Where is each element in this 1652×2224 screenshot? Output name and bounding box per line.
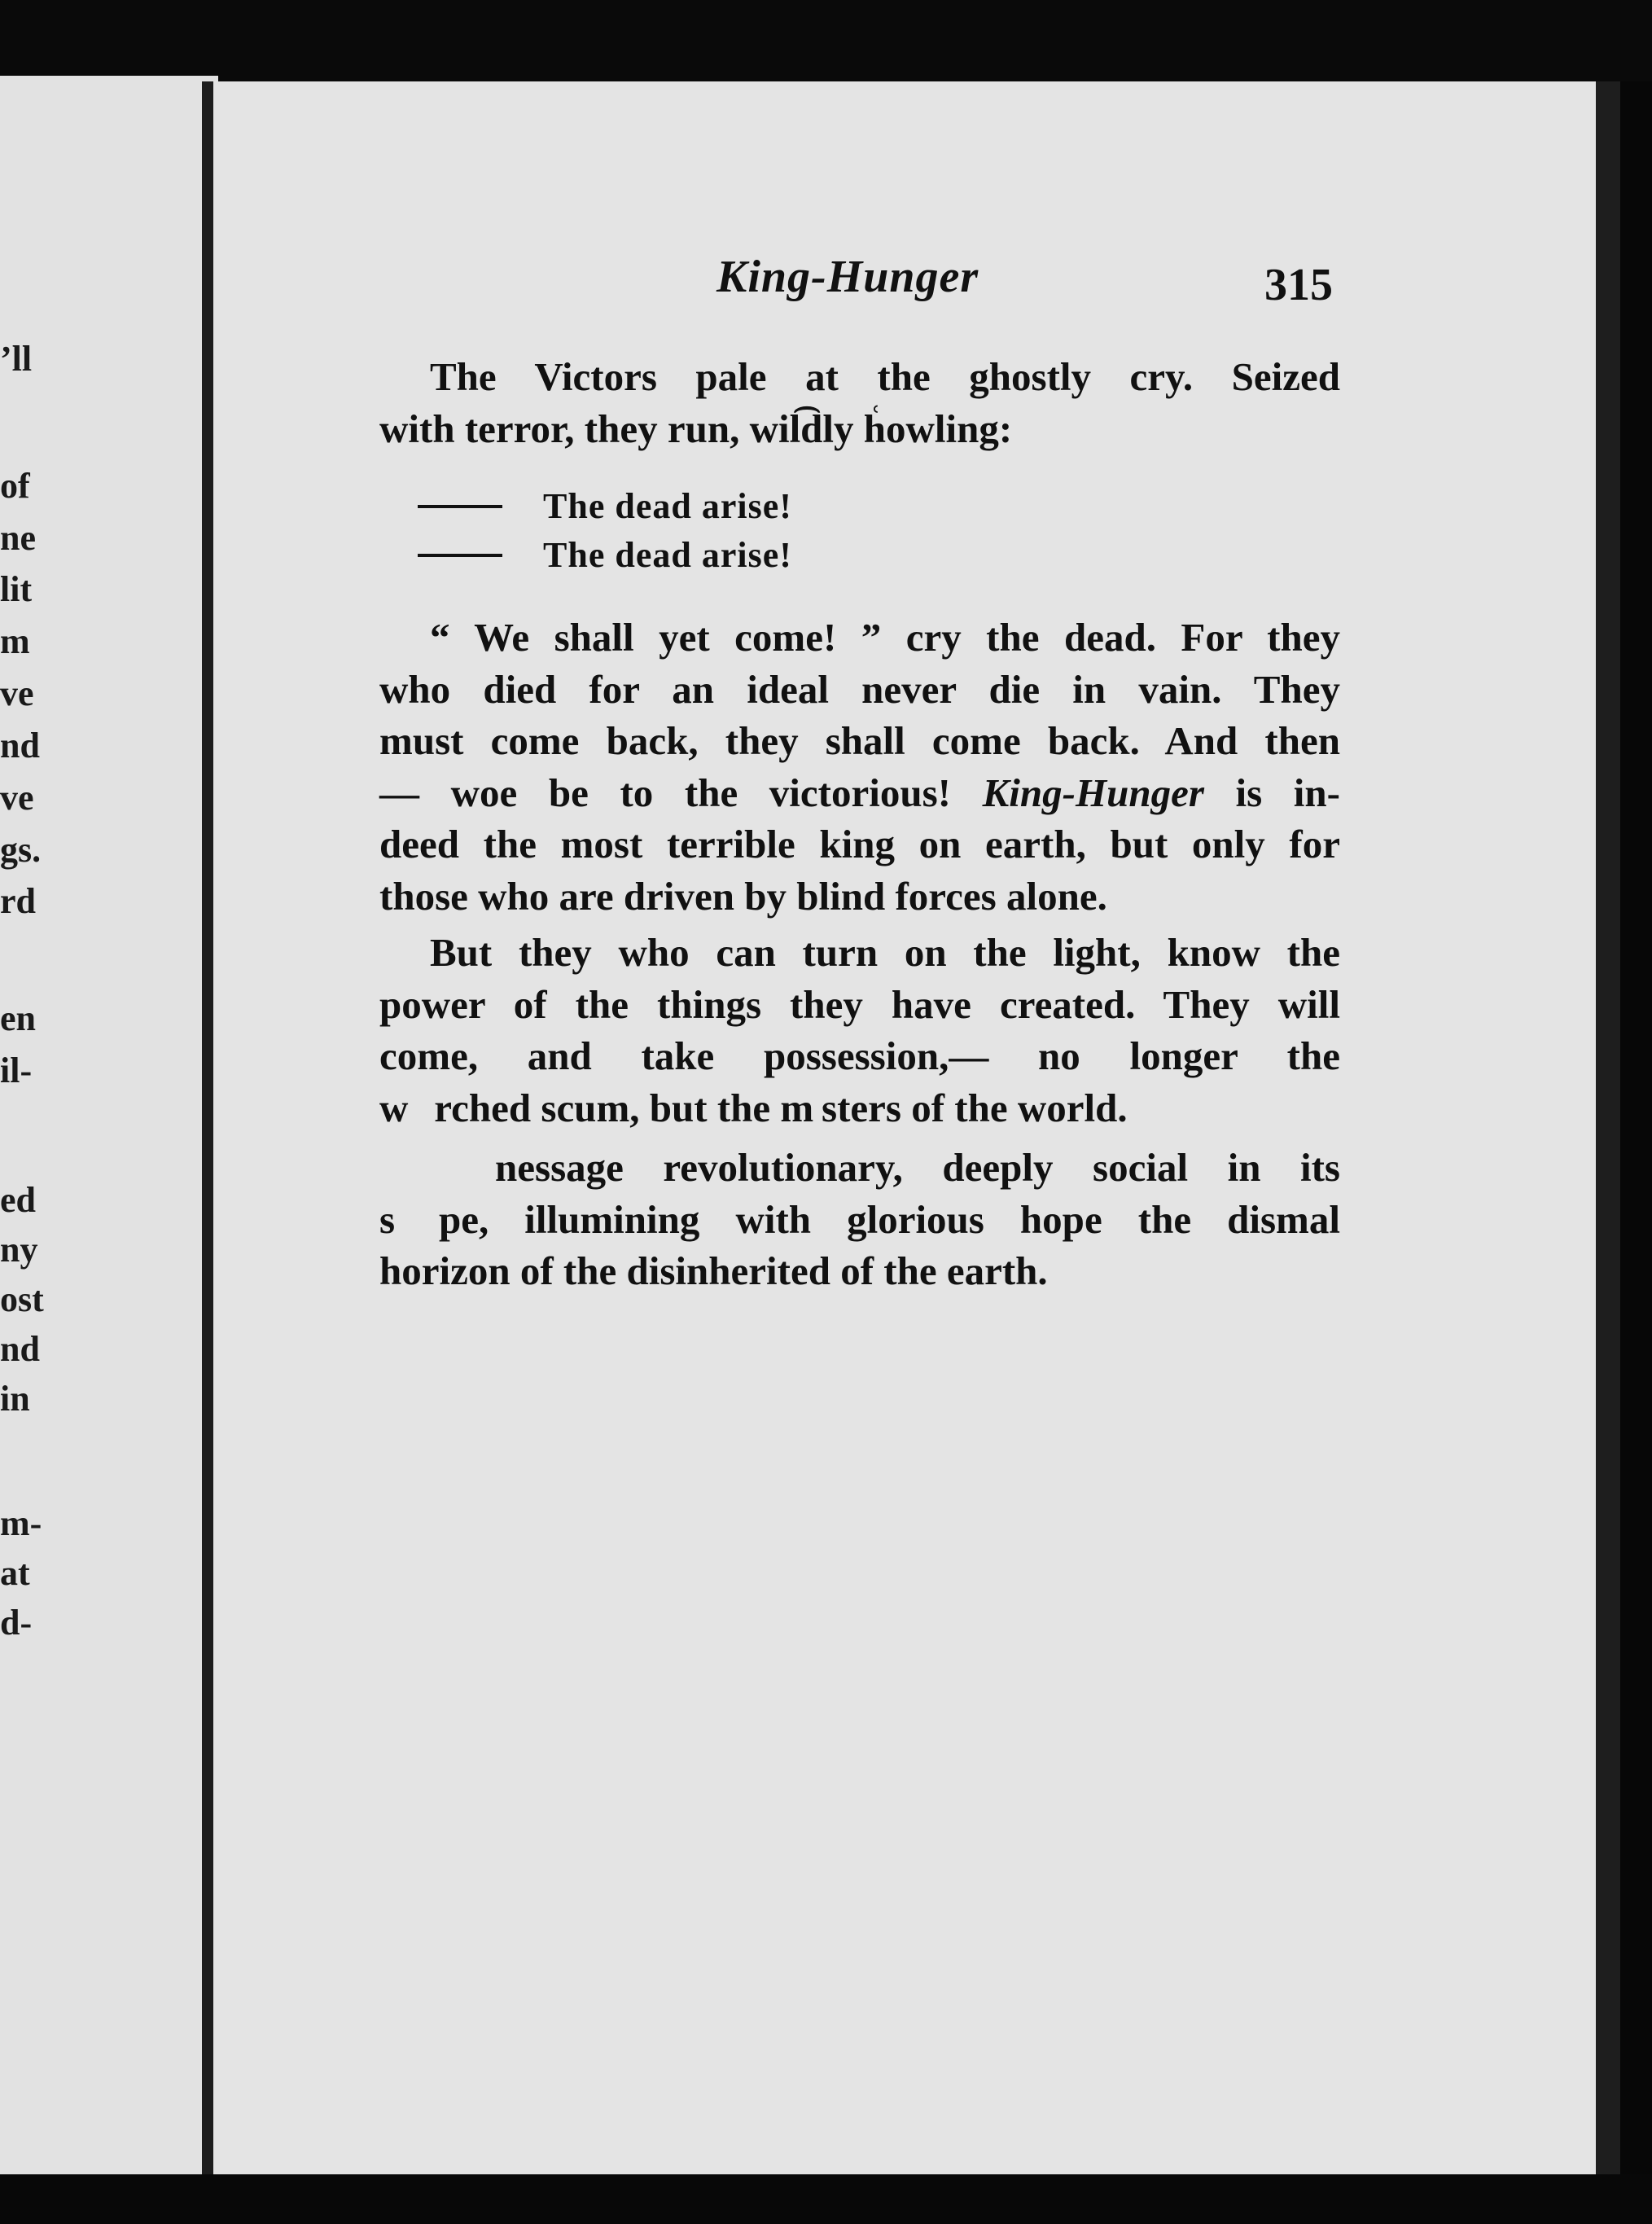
text-line: come, and take possession,— no longer the (379, 1033, 1340, 1078)
left-page-fragment: in (0, 1379, 30, 1419)
left-page-fragment: lit (0, 569, 33, 609)
left-page-fragment: ne (0, 518, 36, 558)
text-line: s pe, illumining with glorious hope the dismal (379, 1196, 1340, 1242)
left-page-fragment: gs. (0, 830, 42, 870)
left-page-fragment: ost (0, 1279, 44, 1319)
page-number: 315 (1264, 260, 1333, 310)
paragraph-3 (379, 927, 1340, 1134)
left-page-fragment: m (0, 621, 30, 661)
left-page-fragment: ’ll (0, 339, 33, 379)
left-page-fragment: d- (0, 1603, 33, 1643)
left-facing-page (0, 76, 218, 2187)
text-line: horizon of the disinherited of the earth. (379, 1248, 1048, 1293)
paragraph-4 (379, 1142, 1340, 1297)
scan-bottom-border (0, 2174, 1652, 2224)
text-line: who died for an ideal never die in vain. They (379, 666, 1340, 712)
em-dash-rule (418, 554, 502, 557)
left-page-fragment: ny (0, 1230, 38, 1270)
running-title: King-Hunger (716, 252, 979, 302)
left-page-fragment: nd (0, 1329, 40, 1369)
paragraph-2 (379, 612, 1340, 922)
left-page-fragment: rd (0, 881, 36, 921)
text-line: must come back, they shall come back. And then (379, 718, 1340, 763)
text-line: w rched scum, but the m sters of the world. (379, 1085, 1128, 1130)
em-dash-rule (418, 505, 502, 508)
left-page-fragment: at (0, 1553, 30, 1593)
left-page-fragment: m- (0, 1503, 42, 1543)
text-line: deed the most terrible king on earth, but only for (379, 822, 1340, 866)
book-gutter (202, 81, 213, 2182)
left-page-fragment: of (0, 466, 30, 506)
left-page-fragment: ve (0, 673, 34, 713)
left-page-fragment: ed (0, 1180, 36, 1220)
page-edge (1596, 81, 1620, 2182)
text-line: But they who can turn on the light, know the (430, 930, 1340, 975)
text-line: The Victors pale at the ghostly cry. Seized (430, 354, 1340, 399)
refrain-line: The dead arise! (418, 482, 792, 531)
text-line: with terror, they run, wil͡dly h͑owling: (379, 406, 1013, 451)
paragraph-1 (379, 351, 1340, 454)
text-line: power of the things they have created. They will (379, 981, 1340, 1027)
refrain-line: The dead arise! (418, 531, 792, 580)
left-page-fragment: en (0, 998, 36, 1038)
scan-top-border (0, 0, 1652, 81)
left-page-fragment: ve (0, 778, 34, 818)
left-page-fragment: nd (0, 726, 40, 765)
left-page-fragment: il- (0, 1051, 33, 1090)
text-line: “ We shall yet come! ” cry the dead. For they (430, 615, 1340, 660)
text-line: nessage revolutionary, deeply social in its (495, 1145, 1340, 1190)
text-line: those who are driven by blind forces alone. (379, 873, 1107, 919)
text-line: — woe be to the victorious! King-Hunger is in- (379, 770, 1340, 815)
italic-title: King-Hunger (982, 770, 1204, 815)
